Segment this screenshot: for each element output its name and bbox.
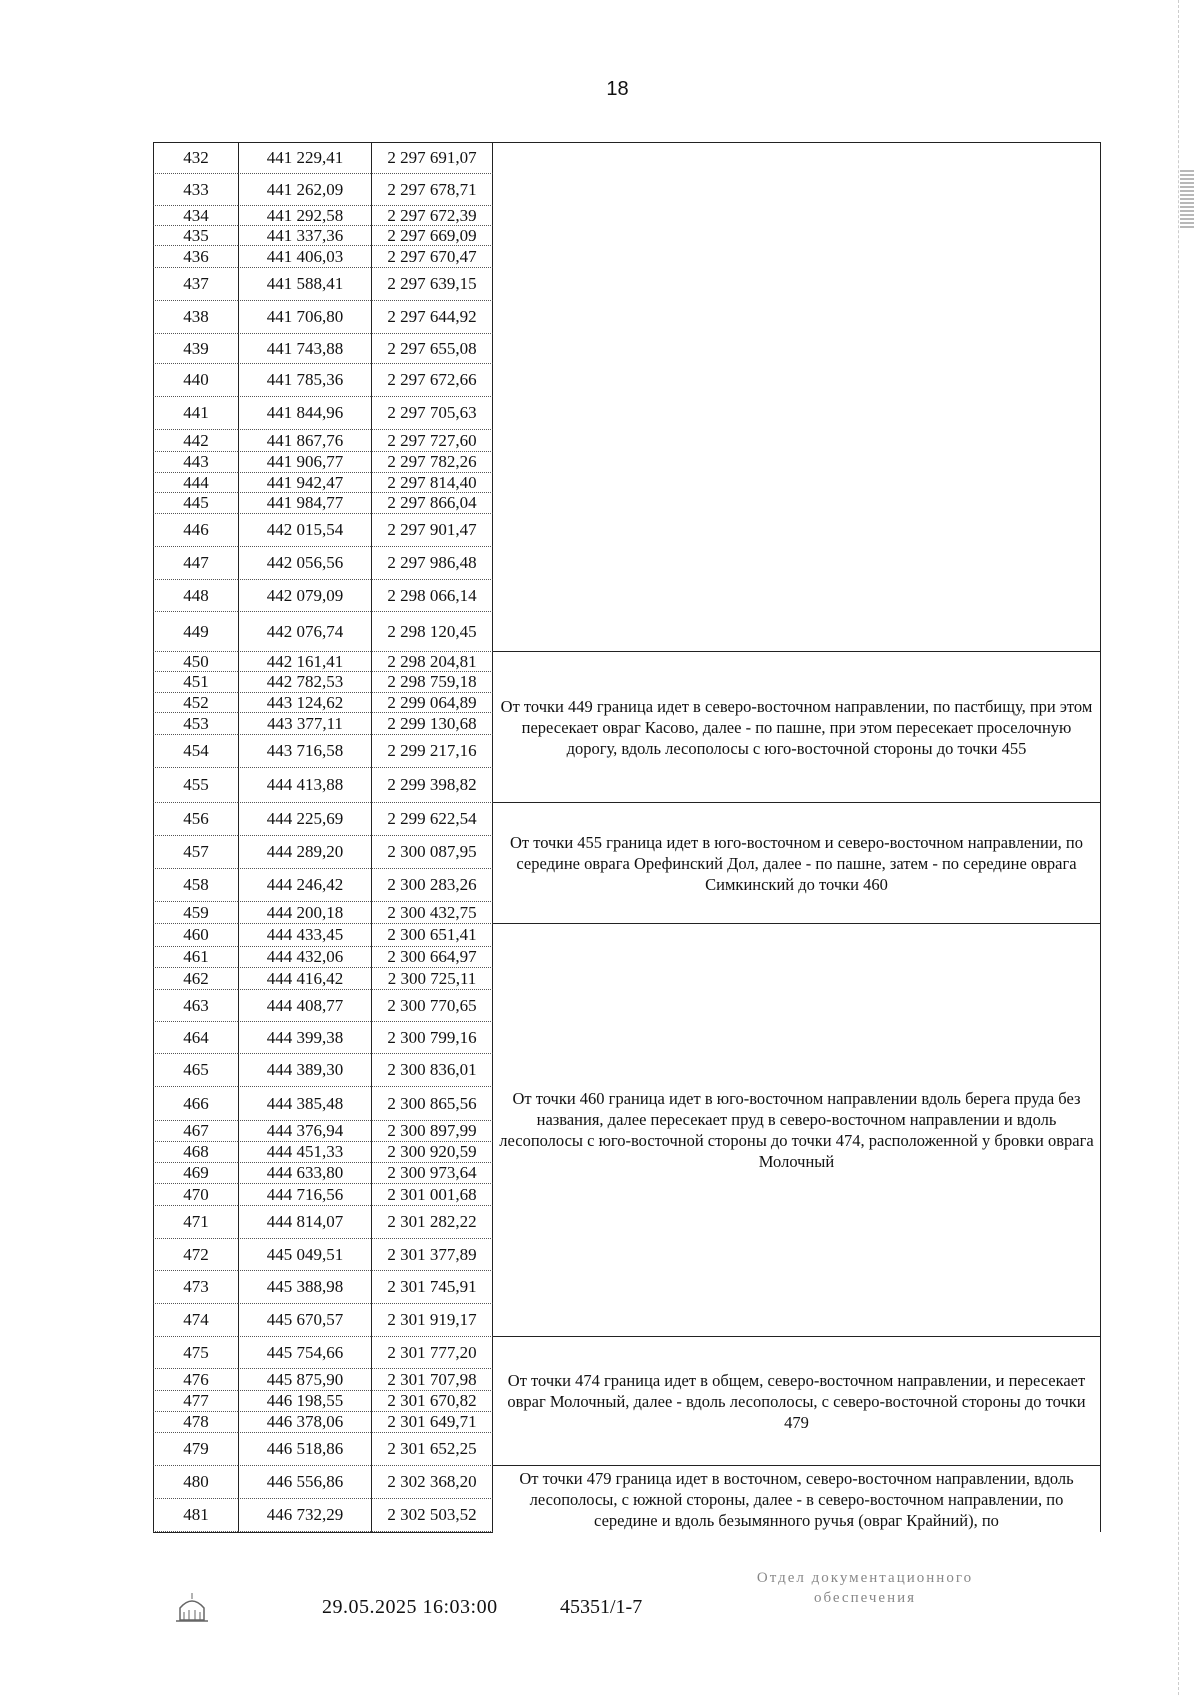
point-number-cell: 454	[153, 735, 238, 768]
x-coordinate-cell: 444 413,88	[238, 768, 371, 803]
boundary-description-text: От точки 449 граница идет в северо-восточном направлении, по пастбищу, при этом пересекает овраг Касово, далее - по пашне, при этом пересекает проселочную дорогу, вдоль лесополосы с юго-восточной стороны до точки 455	[500, 696, 1093, 758]
point-number-cell: 460	[153, 924, 238, 947]
seal-icon	[172, 1590, 212, 1626]
x-coordinate-cell: 444 389,30	[238, 1054, 371, 1087]
y-coordinate-cell: 2 297 691,07	[371, 142, 493, 174]
point-number-cell: 451	[153, 672, 238, 693]
point-number-cell: 444	[153, 473, 238, 493]
point-number-cell: 468	[153, 1142, 238, 1163]
y-coordinate-cell: 2 300 283,26	[371, 869, 493, 902]
point-number-cell: 469	[153, 1163, 238, 1184]
y-coordinate-cell: 2 302 503,52	[371, 1499, 493, 1532]
x-coordinate-cell: 442 056,56	[238, 547, 371, 580]
page-number: 18	[606, 78, 629, 100]
y-coordinate-cell: 2 301 670,82	[371, 1391, 493, 1412]
point-number-cell: 435	[153, 226, 238, 246]
point-number-cell: 456	[153, 803, 238, 836]
y-coordinate-cell: 2 297 672,39	[371, 206, 493, 226]
point-number-cell: 448	[153, 580, 238, 612]
table-row	[153, 1121, 493, 1142]
table-row	[153, 869, 493, 902]
y-coordinate-cell: 2 298 120,45	[371, 612, 493, 652]
boundary-description-text: От точки 479 граница идет в восточном, северо-восточном направлении, вдоль лесополосы, с южной стороны, далее - в северо-восточном направлении, по середине и вдоль безымянного ручья (овраг Крайний), по	[519, 1469, 1074, 1530]
table-row	[153, 1022, 493, 1054]
point-number-cell: 452	[153, 693, 238, 713]
x-coordinate-cell: 441 743,88	[238, 334, 371, 364]
point-number-cell: 434	[153, 206, 238, 226]
table-row	[153, 1206, 493, 1239]
x-coordinate-cell: 442 161,41	[238, 652, 371, 672]
y-coordinate-cell: 2 297 670,47	[371, 246, 493, 268]
x-coordinate-cell: 445 754,66	[238, 1337, 371, 1369]
boundary-description-text: От точки 460 граница идет в юго-восточном направлении вдоль берега пруда без названия, далее пересекает пруд в северо-восточном направлении и вдоль лесополосы с юго-восточной стороны до точки 474, расположенной у бровки оврага Молочный	[499, 1089, 1094, 1171]
x-coordinate-cell: 444 416,42	[238, 968, 371, 990]
table-bottom-border	[153, 1532, 493, 1533]
y-coordinate-cell: 2 300 836,01	[371, 1054, 493, 1087]
y-coordinate-cell: 2 300 432,75	[371, 902, 493, 924]
y-coordinate-cell: 2 301 649,71	[371, 1412, 493, 1433]
x-coordinate-cell: 441 406,03	[238, 246, 371, 268]
x-coordinate-cell: 441 262,09	[238, 174, 371, 206]
x-coordinate-cell: 441 588,41	[238, 268, 371, 301]
point-number-cell: 438	[153, 301, 238, 334]
table-row	[153, 1391, 493, 1412]
table-row	[153, 735, 493, 768]
point-number-cell: 478	[153, 1412, 238, 1433]
y-coordinate-cell: 2 301 001,68	[371, 1184, 493, 1206]
x-coordinate-cell: 444 814,07	[238, 1206, 371, 1239]
x-coordinate-cell: 444 399,38	[238, 1022, 371, 1054]
x-coordinate-cell: 441 942,47	[238, 473, 371, 493]
point-number-cell: 449	[153, 612, 238, 652]
table-row	[153, 924, 493, 947]
point-number-cell: 432	[153, 142, 238, 174]
table-row	[153, 580, 493, 612]
boundary-description-cell	[493, 1337, 1101, 1466]
point-number-cell: 459	[153, 902, 238, 924]
y-coordinate-cell: 2 300 087,95	[371, 836, 493, 869]
stamp-line-2: обеспечения	[813, 1590, 917, 1606]
table-row	[153, 612, 493, 652]
y-coordinate-cell: 2 297 639,15	[371, 268, 493, 301]
table-row	[153, 397, 493, 430]
table-row	[153, 514, 493, 547]
point-number-cell: 441	[153, 397, 238, 430]
x-coordinate-cell: 445 388,98	[238, 1271, 371, 1304]
x-coordinate-cell: 443 124,62	[238, 693, 371, 713]
table-row	[153, 1271, 493, 1304]
point-number-cell: 446	[153, 514, 238, 547]
footer-datetime: 29.05.2025 16:03:00	[322, 1596, 498, 1618]
y-coordinate-cell: 2 297 986,48	[371, 547, 493, 580]
y-coordinate-cell: 2 298 759,18	[371, 672, 493, 693]
table-row	[153, 1466, 493, 1499]
y-coordinate-cell: 2 300 920,59	[371, 1142, 493, 1163]
x-coordinate-cell: 444 376,94	[238, 1121, 371, 1142]
table-row	[153, 206, 493, 226]
table-row	[153, 693, 493, 713]
table-row	[153, 1412, 493, 1433]
table-row	[153, 430, 493, 452]
table-row	[153, 1184, 493, 1206]
point-number-cell: 442	[153, 430, 238, 452]
table-row	[153, 1239, 493, 1271]
y-coordinate-cell: 2 298 204,81	[371, 652, 493, 672]
point-number-cell: 457	[153, 836, 238, 869]
x-coordinate-cell: 444 246,42	[238, 869, 371, 902]
x-coordinate-cell: 441 706,80	[238, 301, 371, 334]
table-row	[153, 902, 493, 924]
y-coordinate-cell: 2 300 865,56	[371, 1087, 493, 1121]
point-number-cell: 473	[153, 1271, 238, 1304]
y-coordinate-cell: 2 299 622,54	[371, 803, 493, 836]
boundary-description-text: От точки 474 граница идет в общем, северо-восточном направлении, и пересекает овраг Молочный, далее - вдоль лесополосы, с северо-восточной стороны до точки 479	[507, 1370, 1086, 1432]
table-row	[153, 364, 493, 397]
x-coordinate-cell: 441 337,36	[238, 226, 371, 246]
y-coordinate-cell: 2 297 655,08	[371, 334, 493, 364]
point-number-cell: 447	[153, 547, 238, 580]
point-number-cell: 470	[153, 1184, 238, 1206]
x-coordinate-cell: 441 292,58	[238, 206, 371, 226]
point-number-cell: 450	[153, 652, 238, 672]
table-row	[153, 268, 493, 301]
y-coordinate-cell: 2 299 398,82	[371, 768, 493, 803]
y-coordinate-cell: 2 300 897,99	[371, 1121, 493, 1142]
x-coordinate-cell: 444 289,20	[238, 836, 371, 869]
table-row	[153, 334, 493, 364]
x-coordinate-cell: 441 906,77	[238, 452, 371, 473]
table-row	[153, 547, 493, 580]
scan-edge	[1178, 0, 1180, 1695]
y-coordinate-cell: 2 297 866,04	[371, 493, 493, 514]
footer-doc-code: 45351/1-7	[560, 1596, 643, 1618]
x-coordinate-cell: 442 782,53	[238, 672, 371, 693]
x-coordinate-cell: 444 451,33	[238, 1142, 371, 1163]
point-number-cell: 455	[153, 768, 238, 803]
y-coordinate-cell: 2 299 217,16	[371, 735, 493, 768]
table-row	[153, 174, 493, 206]
y-coordinate-cell: 2 297 669,09	[371, 226, 493, 246]
point-number-cell: 466	[153, 1087, 238, 1121]
y-coordinate-cell: 2 297 672,66	[371, 364, 493, 397]
table-row	[153, 1369, 493, 1391]
x-coordinate-cell: 445 670,57	[238, 1304, 371, 1337]
boundary-description-cell	[493, 652, 1101, 803]
y-coordinate-cell: 2 300 651,41	[371, 924, 493, 947]
boundary-description-cell	[493, 803, 1101, 924]
x-coordinate-cell: 446 556,86	[238, 1466, 371, 1499]
y-coordinate-cell: 2 297 901,47	[371, 514, 493, 547]
x-coordinate-cell: 442 076,74	[238, 612, 371, 652]
point-number-cell: 445	[153, 493, 238, 514]
y-coordinate-cell: 2 297 644,92	[371, 301, 493, 334]
x-coordinate-cell: 443 716,58	[238, 735, 371, 768]
point-number-cell: 433	[153, 174, 238, 206]
table-top-border	[153, 142, 1101, 143]
boundary-description-cell	[493, 924, 1101, 1337]
boundary-description-cell	[493, 1466, 1101, 1532]
x-coordinate-cell: 441 844,96	[238, 397, 371, 430]
point-number-cell: 476	[153, 1369, 238, 1391]
x-coordinate-cell: 441 229,41	[238, 142, 371, 174]
y-coordinate-cell: 2 302 368,20	[371, 1466, 493, 1499]
x-coordinate-cell: 446 378,06	[238, 1412, 371, 1433]
y-coordinate-cell: 2 301 282,22	[371, 1206, 493, 1239]
table-row	[153, 672, 493, 693]
y-coordinate-cell: 2 297 705,63	[371, 397, 493, 430]
point-number-cell: 479	[153, 1433, 238, 1466]
table-row	[153, 713, 493, 735]
point-number-cell: 472	[153, 1239, 238, 1271]
table-row	[153, 226, 493, 246]
y-coordinate-cell: 2 300 664,97	[371, 947, 493, 968]
x-coordinate-cell: 445 049,51	[238, 1239, 371, 1271]
y-coordinate-cell: 2 301 707,98	[371, 1369, 493, 1391]
point-number-cell: 475	[153, 1337, 238, 1369]
point-number-cell: 443	[153, 452, 238, 473]
x-coordinate-cell: 444 716,56	[238, 1184, 371, 1206]
point-number-cell: 477	[153, 1391, 238, 1412]
y-coordinate-cell: 2 300 725,11	[371, 968, 493, 990]
point-number-cell: 436	[153, 246, 238, 268]
table-row	[153, 1337, 493, 1369]
x-coordinate-cell: 442 079,09	[238, 580, 371, 612]
point-number-cell: 439	[153, 334, 238, 364]
x-coordinate-cell: 444 633,80	[238, 1163, 371, 1184]
y-coordinate-cell: 2 299 130,68	[371, 713, 493, 735]
x-coordinate-cell: 441 984,77	[238, 493, 371, 514]
table-row	[153, 1163, 493, 1184]
x-coordinate-cell: 442 015,54	[238, 514, 371, 547]
y-coordinate-cell: 2 297 782,26	[371, 452, 493, 473]
x-coordinate-cell: 441 867,76	[238, 430, 371, 452]
table-row	[153, 301, 493, 334]
y-coordinate-cell: 2 297 727,60	[371, 430, 493, 452]
stamp-line-1: Отдел документационного	[756, 1570, 974, 1586]
table-row	[153, 452, 493, 473]
table-row	[153, 246, 493, 268]
y-coordinate-cell: 2 301 377,89	[371, 1239, 493, 1271]
x-coordinate-cell: 443 377,11	[238, 713, 371, 735]
point-number-cell: 462	[153, 968, 238, 990]
point-number-cell: 453	[153, 713, 238, 735]
y-coordinate-cell: 2 297 678,71	[371, 174, 493, 206]
table-row	[153, 1142, 493, 1163]
x-coordinate-cell: 444 385,48	[238, 1087, 371, 1121]
x-coordinate-cell: 444 225,69	[238, 803, 371, 836]
point-number-cell: 437	[153, 268, 238, 301]
x-coordinate-cell: 445 875,90	[238, 1369, 371, 1391]
table-row	[153, 947, 493, 968]
x-coordinate-cell: 446 518,86	[238, 1433, 371, 1466]
boundary-description-cell	[493, 142, 1101, 652]
x-coordinate-cell: 446 732,29	[238, 1499, 371, 1532]
x-coordinate-cell: 444 432,06	[238, 947, 371, 968]
y-coordinate-cell: 2 298 066,14	[371, 580, 493, 612]
x-coordinate-cell: 444 200,18	[238, 902, 371, 924]
table-row	[153, 1433, 493, 1466]
table-row	[153, 968, 493, 990]
table-row	[153, 803, 493, 836]
y-coordinate-cell: 2 300 799,16	[371, 1022, 493, 1054]
y-coordinate-cell: 2 300 770,65	[371, 990, 493, 1022]
table-row	[153, 990, 493, 1022]
point-number-cell: 458	[153, 869, 238, 902]
coordinates-table	[153, 142, 1101, 1539]
table-row	[153, 836, 493, 869]
x-coordinate-cell: 446 198,55	[238, 1391, 371, 1412]
point-number-cell: 480	[153, 1466, 238, 1499]
table-row	[153, 1499, 493, 1532]
point-number-cell: 464	[153, 1022, 238, 1054]
y-coordinate-cell: 2 301 919,17	[371, 1304, 493, 1337]
table-row	[153, 1304, 493, 1337]
table-row	[153, 1054, 493, 1087]
table-row	[153, 473, 493, 493]
point-number-cell: 463	[153, 990, 238, 1022]
table-row	[153, 493, 493, 514]
table-row	[153, 768, 493, 803]
point-number-cell: 465	[153, 1054, 238, 1087]
table-row	[153, 142, 493, 174]
y-coordinate-cell: 2 301 652,25	[371, 1433, 493, 1466]
point-number-cell: 440	[153, 364, 238, 397]
x-coordinate-cell: 444 408,77	[238, 990, 371, 1022]
x-coordinate-cell: 444 433,45	[238, 924, 371, 947]
point-number-cell: 474	[153, 1304, 238, 1337]
y-coordinate-cell: 2 299 064,89	[371, 693, 493, 713]
x-coordinate-cell: 441 785,36	[238, 364, 371, 397]
department-stamp	[730, 1568, 1000, 1608]
point-number-cell: 461	[153, 947, 238, 968]
table-row	[153, 1087, 493, 1121]
table-row	[153, 652, 493, 672]
y-coordinate-cell: 2 301 777,20	[371, 1337, 493, 1369]
scan-mark	[1180, 170, 1194, 228]
boundary-description-text: От точки 455 граница идет в юго-восточном и северо-восточном направлении, по середине оврага Орефинский Дол, далее - по пашне, затем - по середине оврага Симкинский до точки 460	[509, 832, 1084, 894]
point-number-cell: 467	[153, 1121, 238, 1142]
y-coordinate-cell: 2 297 814,40	[371, 473, 493, 493]
y-coordinate-cell: 2 300 973,64	[371, 1163, 493, 1184]
y-coordinate-cell: 2 301 745,91	[371, 1271, 493, 1304]
point-number-cell: 471	[153, 1206, 238, 1239]
point-number-cell: 481	[153, 1499, 238, 1532]
